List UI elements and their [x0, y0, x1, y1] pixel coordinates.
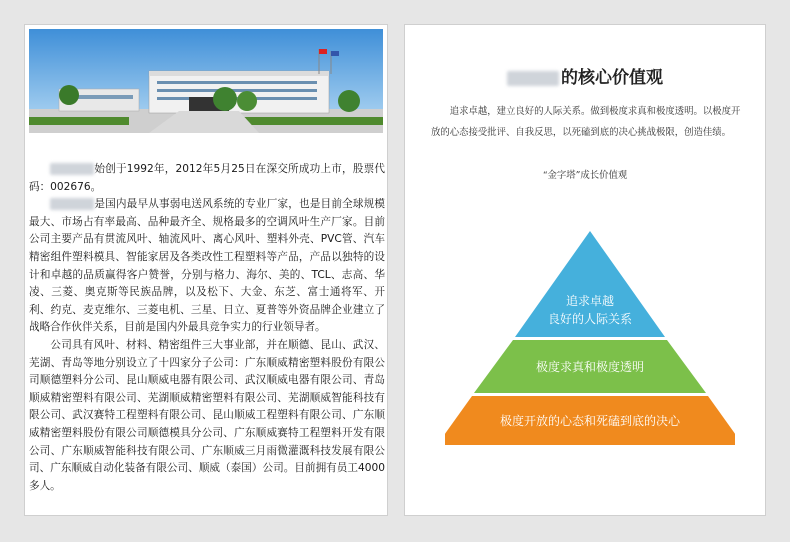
core-values-title: 的核心价值观 — [405, 63, 765, 88]
intro-paragraph-2: 是国内最早从事弱电送风系统的专业厂家，也是目前全球规模最大、市场占有率最高、品种最齐全、规格最多的空调风叶生产厂家。目前公司主要产品有贯流风叶、轴流风叶、离心风叶、塑料外壳、PVC管、汽车精密组件塑料模具、智能家居及各类改性工程塑料等产品，产品以独特的设计和卓越的品质赢得客户赞誉，分别与格力、海尔、美的、TCL、志高、华凌、三菱、奥克斯等民族品牌，以及松下、大金、东芝、富士通将军、开利、约克、麦克维尔、三菱电机、三星、日立、夏普等外资品牌企业建立了战略合作伙伴关系，目前是国内外最具竞争实力的行业领导者。 — [29, 198, 385, 334]
factory-photo — [29, 29, 383, 133]
blurred-company-name — [50, 163, 94, 175]
intro-paragraph-3: 公司具有风叶、材料、精密组件三大事业部，并在顺德、昆山、武汉、芜湖、青岛等地分别设立了十四家分子公司：广东顺威精密塑料股份有限公司顺德塑料分公司、昆山顺威电器有限公司、武汉顺威电器有限公司、青岛顺威精密塑料有限公司、芜湖顺威精密塑料有限公司、芜湖顺威智能科技有限公司、武汉赛特工程塑料有限公司、昆山顺威工程塑料有限公司、广东顺威精密塑料股份有限公司顺德模具分公司、广东顺威赛特工程塑料开发有限公司、广东顺威智能科技有限公司、广东顺威三月雨微灌溉科技发展有限公司、广东顺威自动化装备有限公司、顺威（泰国）公司。目前拥有员工4000多人。 — [29, 338, 385, 492]
tier-top-label-2: 良好的人际关系 — [547, 312, 633, 326]
values-pyramid — [445, 225, 735, 455]
blurred-company-name — [50, 198, 94, 210]
tier-top-label-1: 追求卓越 — [565, 294, 615, 308]
tier-bottom-label: 极度开放的心态和死磕到底的决心 — [499, 414, 681, 428]
core-values-panel — [404, 24, 766, 516]
blurred-company-name — [507, 71, 559, 86]
company-intro-text — [29, 161, 385, 495]
tier-middle-label: 极度求真和极度透明 — [535, 360, 645, 374]
core-values-description: 追求卓越，建立良好的人际关系。做到极度求真和极度透明。以极度开放的心态接受批评、自我反思，以死磕到底的决心挑战极限，创造佳绩。 — [431, 106, 741, 138]
pyramid-subtitle: “金字塔”成长价值观 — [542, 170, 628, 181]
company-intro-panel — [24, 24, 388, 516]
watermark — [370, 496, 379, 521]
intro-paragraph-1: 始创于1992年，2012年5月25日在深交所成功上市，股票代码：002676。 — [29, 163, 385, 193]
